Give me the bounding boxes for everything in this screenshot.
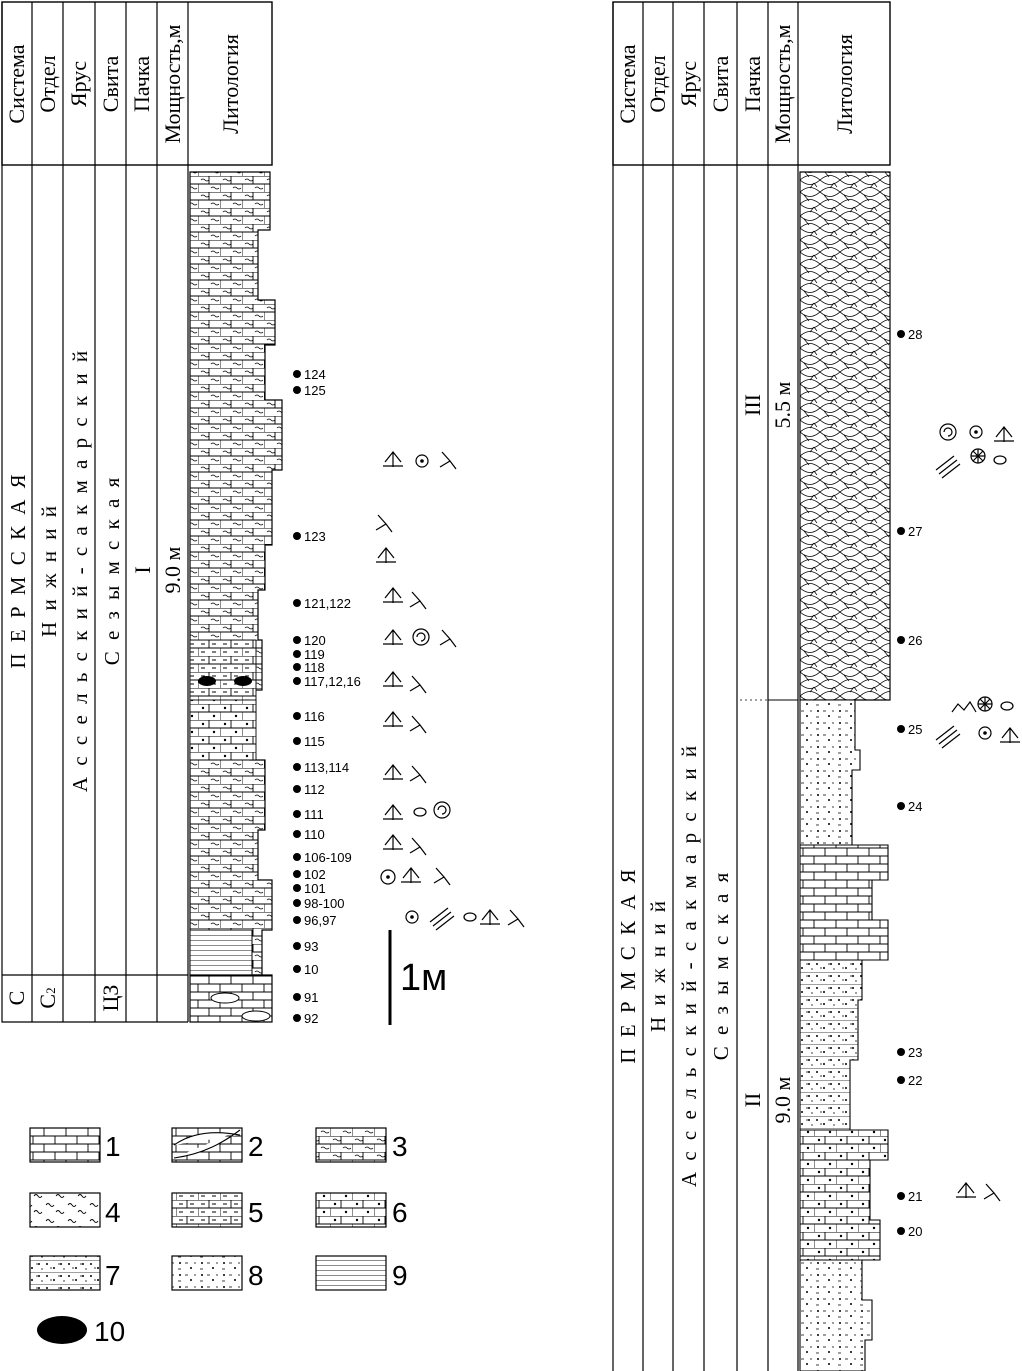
sample-label: 98-100 (304, 896, 345, 911)
right-member-upper: III (740, 394, 765, 416)
left-fossil-markers (376, 452, 524, 930)
sample-label: 21 (908, 1189, 923, 1204)
right-thickness-lower: 9.0 м (770, 1076, 795, 1124)
legend (30, 1128, 408, 1347)
left-base-system: С (4, 990, 29, 1006)
sample-dot (293, 532, 301, 540)
sample-dot (897, 330, 905, 338)
right-sample-list (897, 327, 922, 1239)
sample-dot (293, 370, 301, 378)
sample-dot (293, 712, 301, 720)
legend-label-9: 9 (392, 1260, 408, 1291)
left-section (2, 2, 524, 1026)
sample-dot (293, 853, 301, 861)
legend-swatch-10 (37, 1316, 87, 1344)
right-thickness-upper: 5.5 м (770, 381, 795, 429)
right-header-stage: Ярус (676, 60, 701, 108)
right-formation-label: С е з ы м с к а я (709, 869, 733, 1061)
left-header-series: Отдел (35, 55, 60, 113)
left-sample-list (293, 367, 361, 1026)
sample-dot (897, 636, 905, 644)
sample-label: 115 (304, 734, 325, 749)
sample-dot (293, 636, 301, 644)
sample-dot (897, 802, 905, 810)
left-header-member: Пачка (129, 56, 154, 112)
right-series-label: Н и ж н и й (646, 898, 670, 1032)
left-header-formation: Свита (98, 55, 123, 113)
sample-dot (293, 763, 301, 771)
sample-label: 28 (908, 327, 923, 342)
sample-label: 93 (304, 939, 319, 954)
right-header-series: Отдел (645, 55, 670, 113)
legend-label-6: 6 (392, 1197, 408, 1228)
right-header-member: Пачка (740, 56, 765, 112)
sample-label: 118 (304, 660, 325, 675)
sample-dot (293, 884, 301, 892)
legend-label-4: 4 (105, 1197, 121, 1228)
sample-label: 102 (304, 867, 326, 882)
sample-label: 10 (304, 962, 319, 977)
sample-label: 121,122 (304, 596, 351, 611)
left-header-thickness: Мощность,м (160, 24, 185, 144)
sample-dot (293, 965, 301, 973)
right-header-lithology: Литология (832, 34, 857, 134)
sample-dot (293, 663, 301, 671)
left-lithology-column (190, 172, 282, 1022)
legend-swatch-7 (30, 1256, 100, 1290)
sample-dot (293, 677, 301, 685)
right-header-thickness: Мощность,м (770, 24, 795, 144)
sample-label: 92 (304, 1011, 319, 1026)
right-stage-label: А с с е л ь с к и й - с а к м а р с к и й (677, 742, 701, 1188)
right-header-formation: Свита (708, 55, 733, 113)
right-lithology-column (800, 172, 890, 1371)
sample-dot (293, 810, 301, 818)
sample-dot (293, 830, 301, 838)
sample-label: 119 (304, 647, 325, 662)
sample-dot (293, 650, 301, 658)
left-member-label: I (130, 566, 155, 574)
sample-label: 111 (304, 807, 324, 822)
sample-label: 113,114 (304, 760, 350, 775)
sample-label: 112 (304, 782, 325, 797)
legend-label-10: 10 (94, 1316, 126, 1347)
sample-label: 24 (908, 799, 923, 814)
sample-dot (293, 870, 301, 878)
sample-dot (897, 1076, 905, 1084)
left-formation-label: С е з ы м с к а я (100, 474, 124, 666)
sample-dot (293, 993, 301, 1001)
sample-dot (293, 1014, 301, 1022)
scale-bar-label: 1м (400, 957, 448, 999)
sample-label: 27 (908, 524, 923, 539)
left-base-formation: ЦЗ (98, 984, 123, 1012)
sample-label: 20 (908, 1224, 923, 1239)
sample-label: 110 (304, 827, 325, 842)
left-header-stage: Ярус (66, 60, 91, 108)
left-stage-label: А с с е л ь с к и й - с а к м а р с к и й (68, 347, 92, 793)
left-header-system: Система (4, 44, 29, 124)
sample-dot (293, 942, 301, 950)
sample-dot (293, 899, 301, 907)
sample-label: 25 (908, 722, 923, 737)
sample-dot (897, 725, 905, 733)
left-scale-bar (390, 930, 447, 1025)
right-system-label: П Е Р М С К А Я (616, 866, 640, 1064)
sample-label: 123 (304, 529, 326, 544)
sample-label: 22 (908, 1073, 923, 1088)
sample-dot (897, 1048, 905, 1056)
left-system-label: П Е Р М С К А Я (6, 471, 30, 669)
legend-label-8: 8 (248, 1260, 264, 1291)
sample-dot (293, 737, 301, 745)
sample-label: 101 (304, 881, 326, 896)
right-fossil-markers (936, 424, 1020, 1201)
sample-dot (897, 1227, 905, 1235)
left-header-lithology: Литология (218, 34, 243, 134)
legend-label-3: 3 (392, 1131, 408, 1162)
sample-label: 125 (304, 383, 326, 398)
sample-label: 96,97 (304, 913, 337, 928)
legend-label-5: 5 (248, 1197, 264, 1228)
legend-swatch-9 (316, 1256, 386, 1290)
legend-label-7: 7 (105, 1260, 121, 1291)
sample-label: 124 (304, 367, 326, 382)
legend-swatch-1 (30, 1128, 100, 1162)
left-series-label: Н и ж н и й (37, 503, 61, 637)
left-thickness-label: 9.0 м (160, 546, 185, 594)
legend-swatch-8 (172, 1256, 242, 1290)
right-header-system: Система (615, 44, 640, 124)
sample-dot (293, 785, 301, 793)
legend-label-2: 2 (248, 1131, 264, 1162)
sample-dot (897, 527, 905, 535)
sample-dot (293, 916, 301, 924)
sample-label: 26 (908, 633, 923, 648)
legend-label-1: 1 (105, 1131, 121, 1162)
legend-swatch-5 (172, 1193, 242, 1227)
sample-dot (897, 1192, 905, 1200)
legend-swatch-3 (316, 1128, 386, 1162)
right-member-lower: II (740, 1092, 765, 1108)
sample-label: 91 (304, 990, 319, 1005)
legend-swatch-6 (316, 1193, 386, 1227)
sample-label: 116 (304, 709, 325, 724)
sample-dot (293, 599, 301, 607)
sample-label: 106-109 (304, 850, 352, 865)
sample-label: 23 (908, 1045, 923, 1060)
sample-dot (293, 386, 301, 394)
sample-label: 120 (304, 633, 326, 648)
sample-label: 117,12,16 (304, 674, 361, 689)
left-base-series: С2 (35, 987, 60, 1009)
legend-swatch-4 (30, 1193, 100, 1227)
right-section (613, 2, 1020, 1371)
